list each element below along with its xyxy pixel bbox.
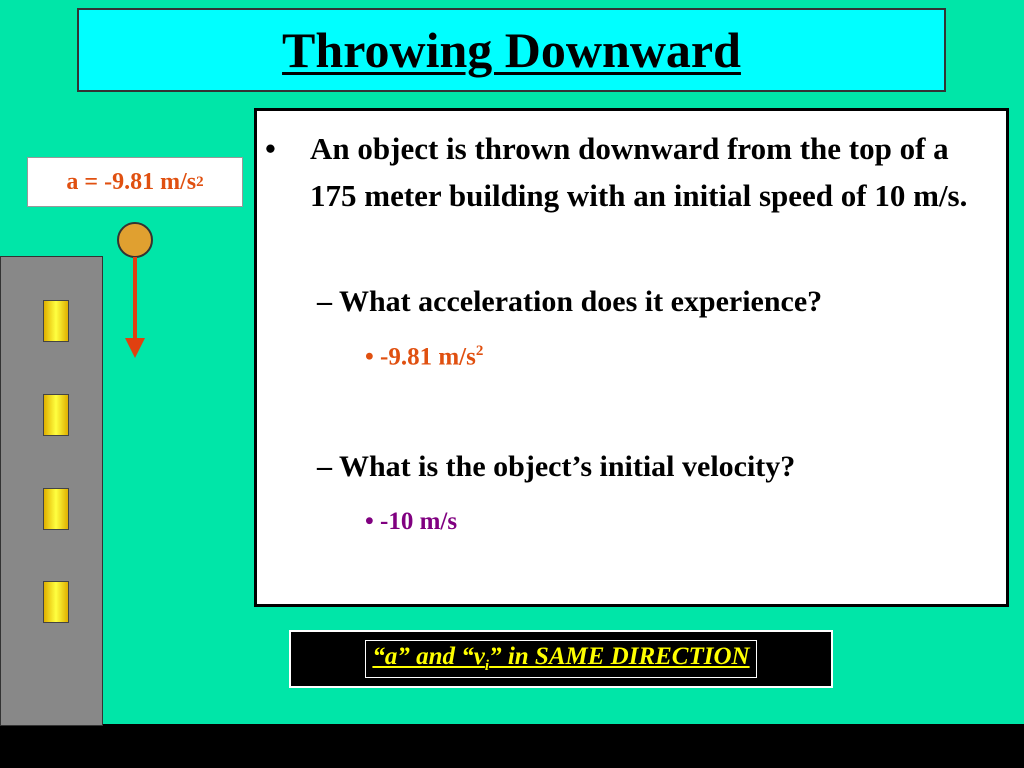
bullet-marker: • — [365, 508, 374, 535]
building-window — [43, 300, 69, 342]
building-window — [43, 581, 69, 623]
note-text — [365, 640, 756, 678]
answer-2 — [365, 508, 457, 536]
answer-1-exponent: 2 — [475, 343, 484, 359]
dash-marker: – — [317, 285, 332, 318]
main-bullet-text: An object is thrown downward from the top of a 175 meter building with an initial speed of 10 m/s. — [310, 131, 968, 213]
note-part-2: ” in SAME DIRECTION — [489, 643, 750, 670]
arrow-shaft — [133, 257, 137, 341]
content-box — [254, 108, 1009, 607]
question-1 — [317, 285, 822, 319]
building — [0, 256, 103, 726]
ball-icon — [117, 222, 153, 258]
answer-1 — [365, 343, 483, 371]
acceleration-value: a = -9.81 m/s — [66, 168, 197, 195]
bullet-marker: • — [365, 343, 374, 371]
note-box — [289, 630, 833, 688]
question-1-text: What acceleration does it experience? — [338, 285, 823, 318]
main-bullet — [265, 125, 995, 219]
arrow-down-icon — [125, 338, 145, 358]
acceleration-label — [27, 157, 243, 207]
dash-marker: – — [317, 450, 332, 483]
answer-2-value: -10 m/s — [380, 508, 458, 535]
title-box — [77, 8, 946, 92]
building-window — [43, 394, 69, 436]
question-2 — [317, 450, 795, 484]
building-window — [43, 488, 69, 530]
question-2-text: What is the object’s initial velocity? — [338, 450, 796, 483]
bullet-marker: • — [265, 131, 276, 166]
answer-1-value: -9.81 m/s — [380, 343, 476, 371]
acceleration-exponent: 2 — [196, 173, 204, 190]
bottom-bar — [0, 724, 1024, 768]
note-subscript: i — [484, 658, 490, 674]
slide-title: Throwing Downward — [282, 22, 741, 78]
note-part-1: “a” and “v — [372, 643, 485, 670]
